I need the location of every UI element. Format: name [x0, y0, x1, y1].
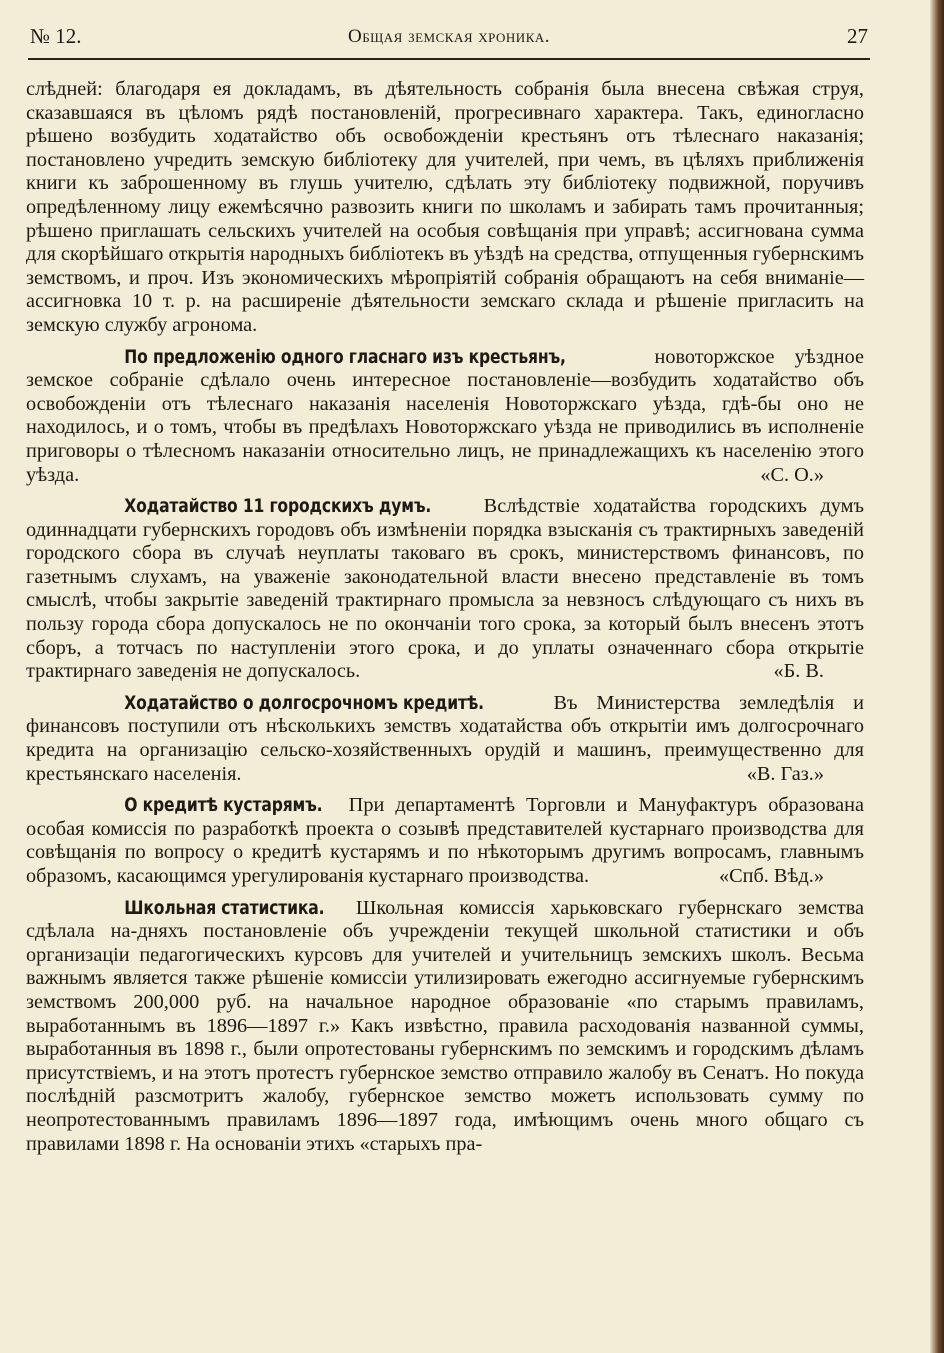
section-school-statistics [26, 897, 864, 1157]
header-rule [28, 58, 870, 60]
running-title: Общая земская хроника. [347, 26, 551, 47]
page-edge [930, 0, 944, 1353]
section-text: При департаментѣ Торговли и Мануфактуръ образована особая комиссія по разработкѣ проекта о созывѣ представителей кустарнаго производства для совѣщанія по вопросу о кредитѣ кустарямъ и по нѣкоторымъ другимъ вопросамъ, главнымъ образомъ, касающимся урегулированія кустарнаго производства. [26, 794, 864, 887]
section-text: Школьная комиссія харьковскаго губернскаго земства сдѣлала на-дняхъ постановленіе объ учрежденіи текущей школьной статистики и объ организаціи педагогическихъ курсовъ для учителей и учительницъ земскихъ школъ. Весьма важнымъ является также рѣшеніе комиссіи утилизировать ежегодно ассигнуемые губернскимъ земствомъ 200,000 руб. на начальное народное образованіе «по старымъ правиламъ, выработаннымъ въ 1896—1897 г.» Какъ извѣстно, правила расходованія названной суммы, выработанныя въ 1898 г., были опротестованы губернскимъ по земскимъ и городскимъ дѣламъ присутствіемъ, и на этотъ протестъ губернское земство отправило жалобу въ Сенатъ. Но покуда послѣдній разсмотритъ жалобу, губернское земство можетъ использовать сумму по неопротестованнымъ правиламъ 1896—1897 года, имѣющимъ очень много общаго съ правилами 1898 г. На основаніи этихъ «старыхъ пра- [26, 896, 864, 1155]
section-text: Въ Министерства земледѣлія и финансовъ поступили отъ нѣсколькихъ земствъ ходатайства объ открытіи имъ долгосрочнаго кредита на организацію сельско-хозяйственныхъ орудій и машинъ, преимущественно для крестьянскаго населенія. [26, 691, 864, 785]
intro-paragraph: слѣдней: благодаря ея докладамъ, въ дѣятельность собранія была внесена свѣжая струя, сказавшаяся въ цѣломъ рядѣ постановленій, прогресивнаго характера. Такъ, единогласно рѣшено возбудить ходатайство объ освобожденіи крестьянъ отъ тѣлеснаго наказанія; постановлено учредить земскую библіотеку для учителей, при чемъ, въ цѣляхъ приближенія книги къ заброшенному въ глушь учителю, сдѣлать эту библіотеку подвижной, поручивъ опредѣленному лицу ежемѣсячно развозить книги по школамъ и забирать тамъ прочитанныя; рѣшено приглашать сельскихъ учителей на особыя совѣщанія при управѣ; ассигнована сумма для скорѣйшаго открытія народныхъ библіотекъ въ уѣздѣ на средства, отпущенныя губернскимъ земствомъ, и проч. Изъ экономическихъ мѣропріятій собранія обращаютъ на себя вниманіе—ассигновка 10 т. р. на расширеніе дѣятельности земскаго склада и рѣшеніе пригласить на земскую службу агронома. [26, 78, 864, 336]
section-artisan-credit [26, 794, 864, 888]
section-text: Вслѣдствіе ходатайства городскихъ думъ одиннадцати губернскихъ городовъ объ измѣненіи порядка взысканія съ трактирныхъ заведеній городского сбора въ случаѣ неуплаты таковаго въ срокъ, министерствомъ финансовъ, по газетнымъ слухамъ, на уваженіе законодательной власти внесено представленіе въ томъ смыслѣ, чтобы закрытіе заведеній трактирнаго промысла за невзносъ слѣдующаго съ нихъ въ пользу города сбора допускалось не по окончаніи того срока, за который былъ внесенъ этотъ сборъ, а тотчасъ по наступленіи этого срока, и до уплаты означеннаго сбора открытіе трактирнаго заведенія не допускалось. [26, 495, 864, 683]
section-heading: О кредитѣ кустарямъ. [124, 794, 323, 817]
page-header [30, 22, 868, 52]
issue-number: № 12. [30, 24, 82, 48]
section-source: «Б. В. [773, 660, 824, 683]
section-peasant-proposal [26, 346, 864, 488]
section-heading: Школьная статистика. [124, 896, 325, 919]
article-body [26, 78, 864, 1156]
section-source: «Спб. Вѣд.» [718, 865, 824, 887]
page-number: 27 [847, 24, 868, 48]
section-heading: По предложенію одного гласнаго изъ крестьянъ, [124, 345, 566, 368]
section-heading: Ходатайство 11 городскихъ думъ. [124, 495, 432, 518]
section-source: «С. О.» [760, 463, 824, 486]
section-long-term-credit [26, 692, 864, 786]
section-heading: Ходатайство о долгосрочномъ кредитѣ. [124, 691, 484, 714]
section-text: новоторжское уѣздное земское собраніе сдѣлало очень интересное постановленіе—возбудить ходатайство объ освобожденіи отъ тѣлеснаго наказанія населенія Новоторжскаго уѣзда, гдѣ-бы оно не находилось, и о томъ, чтобы въ предѣлахъ Новоторжскаго уѣзда не приводились въ исполненіе приговоры о тѣлесномъ наказаніи относительно лицъ, не принадлежащихъ къ населенію этого уѣзда. [26, 345, 864, 486]
section-city-dumas [26, 495, 864, 684]
section-source: «В. Газ.» [746, 762, 824, 785]
